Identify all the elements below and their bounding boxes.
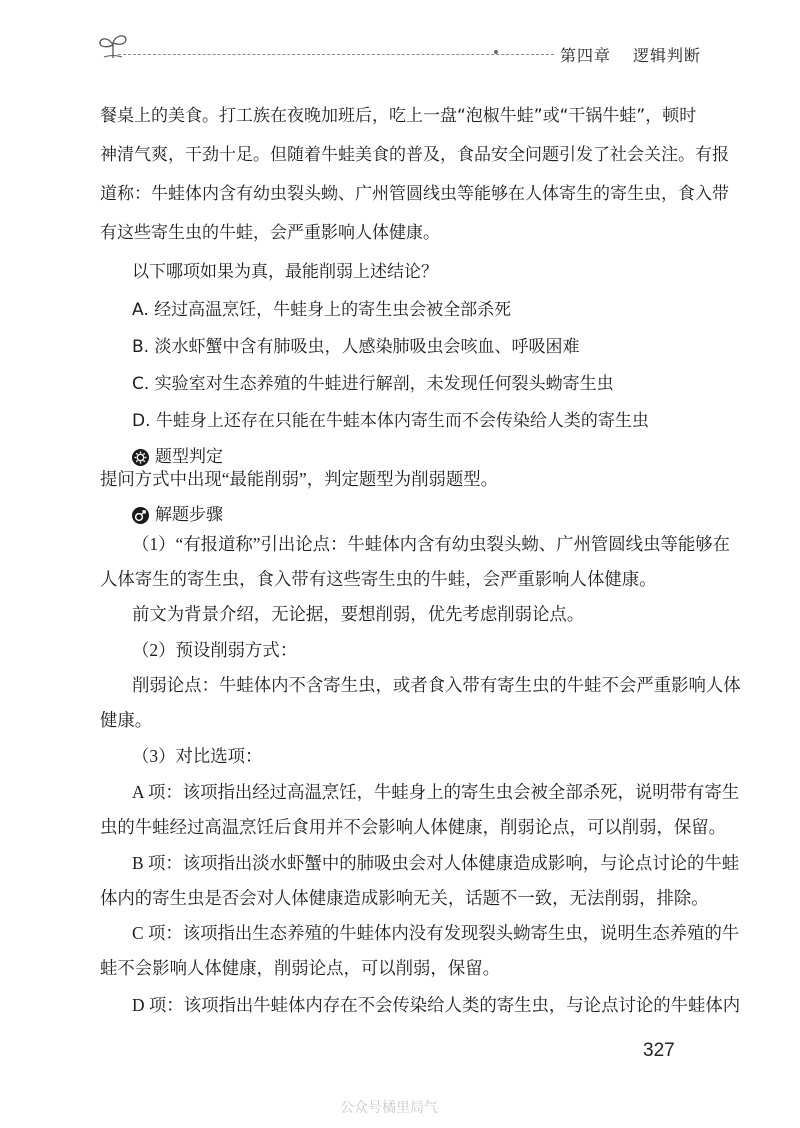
step-line: C 项：该项指出生态养殖的牛蛙体内没有发现裂头蚴寄生虫，说明生态养殖的牛 — [132, 923, 740, 943]
step-line: D 项：该项指出牛蛙体内存在不会传染给人类的寄生虫，与论点讨论的牛蛙体内 — [132, 995, 741, 1015]
question-stem: 以下哪项如果为真，最能削弱上述结论？ — [132, 262, 438, 282]
option-d: D. 牛蛙身上还存在只能在牛蛙本体内寄生而不会传染给人类的寄生虫 — [132, 411, 649, 431]
section-type-heading — [132, 445, 223, 469]
step-line: 虫的牛蛙经过高温烹饪后食用并不会影响人体健康，削弱论点，可以削弱，保留。 — [100, 817, 727, 837]
step-line: 前文为背景介绍，无论据，要想削弱，优先考虑削弱论点。 — [132, 604, 585, 624]
option-b: B. 淡水虾蟹中含有肺吸虫，人感染肺吸虫会咳血、呼吸困难 — [132, 337, 580, 357]
step-line: （3）对比选项： — [132, 746, 263, 766]
step-line: 蛙不会影响人体健康，削弱论点，可以削弱，保留。 — [100, 958, 500, 978]
section-type-title: 题型判定 — [155, 447, 223, 467]
step-line: B 项：该项指出淡水虾蟹中的肺吸虫会对人体健康造成影响，与论点讨论的牛蛙 — [132, 853, 740, 873]
sprout-icon — [96, 30, 130, 60]
step-line: （1）“有报道称”引出论点：牛蛙体内含有幼虫裂头蚴、广州管圆线虫等能够在 — [132, 534, 731, 554]
section-steps-heading — [132, 503, 223, 527]
step-line: （2）预设削弱方式： — [132, 640, 298, 660]
section-type-text: 提问方式中出现“最能削弱”，判定题型为削弱题型。 — [100, 469, 499, 489]
option-a: A. 经过高温烹饪，牛蛙身上的寄生虫会被全部杀死 — [132, 300, 512, 320]
step-line: 体内的寄生虫是否会对人体健康造成影响无关，话题不一致，无法削弱，排除。 — [100, 888, 709, 908]
passage-line: 餐桌上的美食。打工族在夜晚加班后，吃上一盘“泡椒牛蛙”或“干锅牛蛙”，顿时 — [100, 106, 697, 126]
header-rule-dot — [494, 50, 498, 54]
page-number: 327 — [643, 1040, 675, 1061]
gear-icon — [132, 449, 149, 466]
chapter-label: 第四章 — [560, 46, 612, 65]
watermark: 公众号橘里局气 — [340, 1100, 438, 1116]
step-line: A 项：该项指出经过高温烹饪，牛蛙身上的寄生虫会被全部杀死，说明带有寄生 — [132, 782, 740, 802]
running-header — [560, 43, 701, 66]
step-line: 人体寄生的寄生虫，食入带有这些寄生虫的牛蛙，会严重影响人体健康。 — [100, 569, 657, 589]
step-line: 健康。 — [100, 710, 153, 730]
chapter-title: 逻辑判断 — [633, 46, 702, 65]
section-steps-title: 解题步骤 — [155, 505, 223, 525]
steps-icon — [132, 507, 149, 524]
header-rule — [118, 54, 554, 55]
step-line: 削弱论点：牛蛙体内不含寄生虫，或者食入带有寄生虫的牛蛙不会严重影响人体 — [132, 675, 741, 695]
passage-line: 有这些寄生虫的牛蛙，会严重影响人体健康。 — [100, 223, 440, 243]
passage-line: 道称：牛蛙体内含有幼虫裂头蚴、广州管圆线虫等能够在人体寄生的寄生虫，食入带 — [100, 184, 729, 204]
passage-line: 神清气爽，干劲十足。但随着牛蛙美食的普及，食品安全问题引发了社会关注。有报 — [100, 145, 729, 165]
option-c: C. 实验室对生态养殖的牛蛙进行解剖，未发现任何裂头蚴寄生虫 — [132, 374, 614, 394]
